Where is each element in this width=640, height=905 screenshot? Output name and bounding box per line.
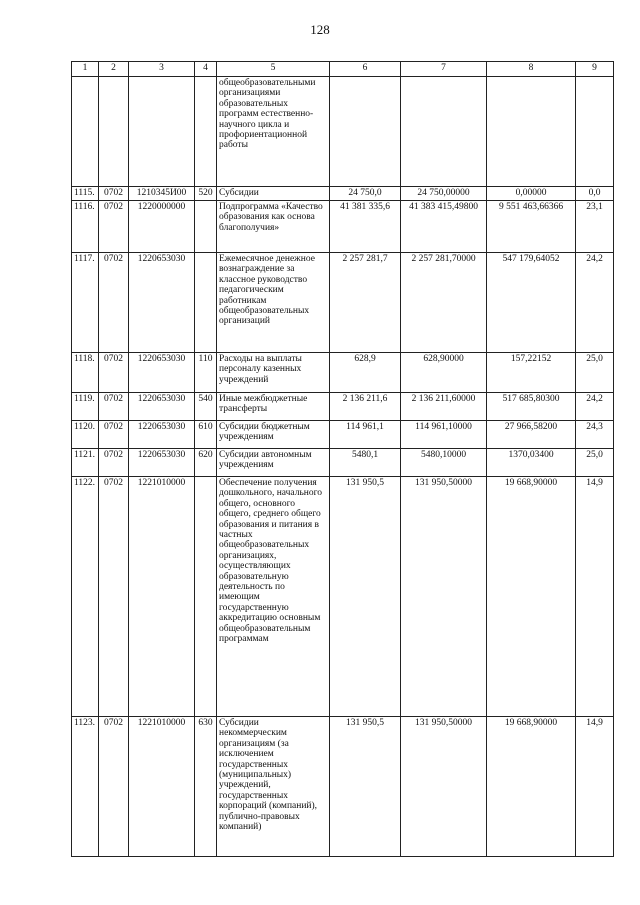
expense-type-code-cell — [195, 477, 217, 717]
expense-type-code-cell — [195, 201, 217, 253]
header-cell: 3 — [129, 62, 195, 77]
table-body — [72, 77, 614, 857]
executed-amount-cell: 27 966,58200 — [487, 421, 576, 449]
row-number-cell: 1117. — [72, 253, 99, 353]
budget-amount-cell: 114 961,10000 — [401, 421, 487, 449]
expense-type-code-cell — [195, 253, 217, 353]
item-name-cell: Иные межбюджетные трансферты — [217, 393, 330, 421]
row-number-cell: 1121. — [72, 449, 99, 477]
table-row — [72, 353, 614, 393]
approved-amount-cell: 628,9 — [330, 353, 401, 393]
header-cell: 1 — [72, 62, 99, 77]
executed-amount-cell — [487, 77, 576, 187]
section-code-cell — [99, 77, 129, 187]
row-number-cell: 1122. — [72, 477, 99, 717]
execution-percent-cell — [576, 77, 614, 187]
budget-amount-cell: 131 950,50000 — [401, 717, 487, 857]
section-code-cell: 0702 — [99, 253, 129, 353]
section-code-cell: 0702 — [99, 353, 129, 393]
approved-amount-cell: 24 750,0 — [330, 187, 401, 201]
expense-type-code-cell: 540 — [195, 393, 217, 421]
header-cell: 4 — [195, 62, 217, 77]
executed-amount-cell: 19 668,90000 — [487, 477, 576, 717]
budget-table — [71, 61, 614, 857]
execution-percent-cell: 24,3 — [576, 421, 614, 449]
executed-amount-cell: 1370,03400 — [487, 449, 576, 477]
target-article-code-cell: 1220653030 — [129, 353, 195, 393]
header-cell: 6 — [330, 62, 401, 77]
header-row — [72, 62, 614, 77]
approved-amount-cell — [330, 77, 401, 187]
expense-type-code-cell — [195, 77, 217, 187]
budget-amount-cell: 41 383 415,49800 — [401, 201, 487, 253]
execution-percent-cell: 24,2 — [576, 253, 614, 353]
item-name-cell: общеобразовательными организациями образовательных программ естественно-научного цикла и профориентационной работы — [217, 77, 330, 187]
executed-amount-cell: 157,22152 — [487, 353, 576, 393]
row-number-cell: 1123. — [72, 717, 99, 857]
section-code-cell: 0702 — [99, 187, 129, 201]
target-article-code-cell: 1220653030 — [129, 449, 195, 477]
section-code-cell: 0702 — [99, 393, 129, 421]
section-code-cell: 0702 — [99, 449, 129, 477]
executed-amount-cell: 0,00000 — [487, 187, 576, 201]
approved-amount-cell: 131 950,5 — [330, 477, 401, 717]
item-name-cell: Субсидии — [217, 187, 330, 201]
expense-type-code-cell: 520 — [195, 187, 217, 201]
section-code-cell: 0702 — [99, 717, 129, 857]
budget-amount-cell: 24 750,00000 — [401, 187, 487, 201]
approved-amount-cell: 114 961,1 — [330, 421, 401, 449]
execution-percent-cell: 24,2 — [576, 393, 614, 421]
approved-amount-cell: 41 381 335,6 — [330, 201, 401, 253]
target-article-code-cell: 1220653030 — [129, 421, 195, 449]
budget-amount-cell: 2 136 211,60000 — [401, 393, 487, 421]
section-code-cell: 0702 — [99, 477, 129, 717]
item-name-cell: Субсидии автономным учреждениям — [217, 449, 330, 477]
table-row — [72, 717, 614, 857]
table-row — [72, 449, 614, 477]
approved-amount-cell: 5480,1 — [330, 449, 401, 477]
table-row — [72, 393, 614, 421]
budget-amount-cell: 2 257 281,70000 — [401, 253, 487, 353]
item-name-cell: Субсидии некоммерческим организациям (за исключением государственных (муниципальных) учреждений, государственных корпораций (компаний), публично-правовых компаний) — [217, 717, 330, 857]
page-number: 128 — [310, 22, 330, 37]
target-article-code-cell: 1220000000 — [129, 201, 195, 253]
expense-type-code-cell: 630 — [195, 717, 217, 857]
target-article-code-cell: 1210345И00 — [129, 187, 195, 201]
execution-percent-cell: 14,9 — [576, 717, 614, 857]
item-name-cell: Обеспечение получения дошкольного, начального общего, основного общего, среднего общего образования и питания в частных общеобразовательных организациях, осуществляющих образовательную деятельность по имеющим государственную аккредитацию основным общеобразовательным программам — [217, 477, 330, 717]
execution-percent-cell: 0,0 — [576, 187, 614, 201]
execution-percent-cell: 14,9 — [576, 477, 614, 717]
header-cell: 8 — [487, 62, 576, 77]
row-number-cell — [72, 77, 99, 187]
header-cell: 9 — [576, 62, 614, 77]
budget-amount-cell — [401, 77, 487, 187]
item-name-cell: Расходы на выплаты персоналу казенных учреждений — [217, 353, 330, 393]
item-name-cell: Субсидии бюджетным учреждениям — [217, 421, 330, 449]
approved-amount-cell: 2 136 211,6 — [330, 393, 401, 421]
target-article-code-cell: 1220653030 — [129, 393, 195, 421]
executed-amount-cell: 547 179,64052 — [487, 253, 576, 353]
expense-type-code-cell: 620 — [195, 449, 217, 477]
approved-amount-cell: 131 950,5 — [330, 717, 401, 857]
row-number-cell: 1119. — [72, 393, 99, 421]
row-number-cell: 1115. — [72, 187, 99, 201]
expense-type-code-cell: 610 — [195, 421, 217, 449]
section-code-cell: 0702 — [99, 201, 129, 253]
table-row — [72, 477, 614, 717]
execution-percent-cell: 25,0 — [576, 449, 614, 477]
header-cell: 2 — [99, 62, 129, 77]
item-name-cell: Подпрограмма «Качество образования как основа благополучия» — [217, 201, 330, 253]
header-cell: 5 — [217, 62, 330, 77]
approved-amount-cell: 2 257 281,7 — [330, 253, 401, 353]
target-article-code-cell — [129, 77, 195, 187]
table-row — [72, 77, 614, 187]
row-number-cell: 1120. — [72, 421, 99, 449]
target-article-code-cell: 1221010000 — [129, 477, 195, 717]
row-number-cell: 1118. — [72, 353, 99, 393]
executed-amount-cell: 9 551 463,66366 — [487, 201, 576, 253]
table-row — [72, 253, 614, 353]
section-code-cell: 0702 — [99, 421, 129, 449]
budget-amount-cell: 5480,10000 — [401, 449, 487, 477]
target-article-code-cell: 1220653030 — [129, 253, 195, 353]
expense-type-code-cell: 110 — [195, 353, 217, 393]
execution-percent-cell: 25,0 — [576, 353, 614, 393]
header-cell: 7 — [401, 62, 487, 77]
row-number-cell: 1116. — [72, 201, 99, 253]
table-row — [72, 421, 614, 449]
budget-amount-cell: 628,90000 — [401, 353, 487, 393]
table-row — [72, 201, 614, 253]
budget-amount-cell: 131 950,50000 — [401, 477, 487, 717]
target-article-code-cell: 1221010000 — [129, 717, 195, 857]
execution-percent-cell: 23,1 — [576, 201, 614, 253]
executed-amount-cell: 19 668,90000 — [487, 717, 576, 857]
item-name-cell: Ежемесячное денежное вознаграждение за классное руководство педагогическим работникам общеобразовательных организаций — [217, 253, 330, 353]
table-row — [72, 187, 614, 201]
executed-amount-cell: 517 685,80300 — [487, 393, 576, 421]
